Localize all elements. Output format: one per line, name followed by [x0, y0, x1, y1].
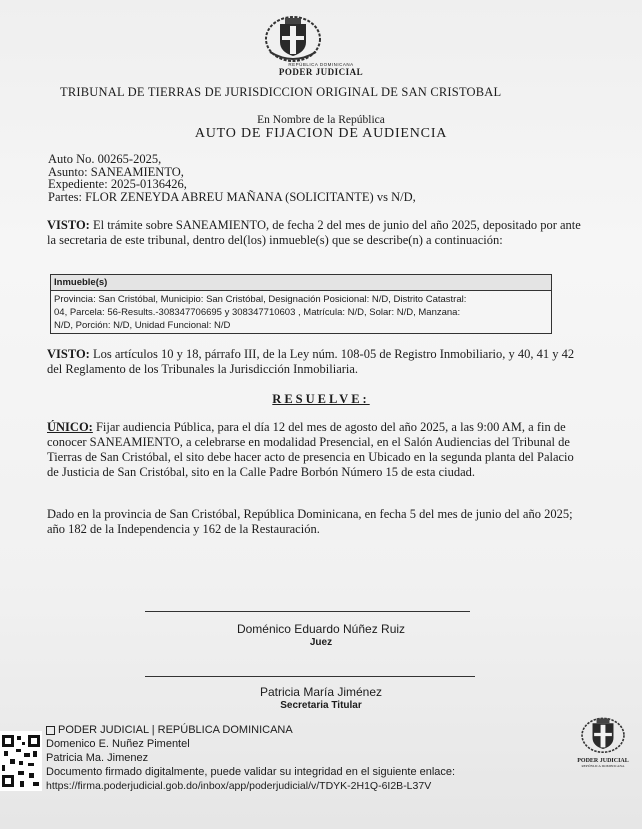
judge-name: Doménico Eduardo Núñez Ruiz [236, 622, 406, 636]
secretary-role: Secretaria Titular [280, 700, 362, 711]
qr-code-icon [0, 731, 42, 791]
inmueble-line: 04, Parcela: 56-Results.-308347706695 y 308347710603 , Matrícula: N/D, Solar: N/D, Manzana: [54, 307, 461, 318]
unico-text: Fijar audiencia Pública, para el día 12 del mes de agosto del año 2025, a las 9:00 AM, a fin de conocer SANEAMIENTO, a celebrarse en modalidad Presencial, en el Salón Audiencias del Tribunal de Tierras de San Cristóbal, el sito debe hacer acto de presencia en Ubicado en la segunda planta del Palacio de Justicia de San Cristóbal, sito en la Calle Padre Borbón Número 15 de esta ciudad. [47, 420, 574, 479]
secretary-name: Patricia María Jiménez [259, 685, 383, 699]
validation-link[interactable]: https://firma.poderjudicial.gob.do/inbox/app/poderjudicial/v/TDYK-2H1Q-6I2B-L37V [46, 780, 432, 792]
footer-institution [46, 723, 566, 737]
visto-paragraph-1 [47, 218, 582, 248]
institution-name: PODER JUDICIAL [278, 67, 364, 77]
inmueble-line: Provincia: San Cristóbal, Municipio: San Cristóbal, Designación Posicional: N/D, Distrito Catastral: [54, 294, 467, 305]
footer-brand-subtitle: REPÚBLICA DOMINICANA [581, 764, 625, 768]
visto-text: El trámite sobre SANEAMIENTO, de fecha 2 del mes de junio del año 2025, depositado por ante la secretaria de este tribunal, dentro del(los) inmueble(s) que se describe(n) a continuación: [47, 218, 581, 247]
case-metadata [48, 153, 416, 203]
partes: Partes: FLOR ZENEYDA ABREU MAÑANA (SOLICITANTE) vs N/D, [48, 189, 416, 204]
coat-of-arms-icon [262, 12, 324, 64]
court-name: TRIBUNAL DE TIERRAS DE JURISDICCION ORIGINAL DE SAN CRISTOBAL [60, 85, 502, 99]
footer-validation-note: Documento firmado digitalmente, puede validar su integridad en el siguiente enlace: [46, 766, 456, 778]
document-title: AUTO DE FIJACION DE AUDIENCIA [194, 126, 448, 141]
judge-role: Juez [309, 637, 333, 648]
footer-institution-text: PODER JUDICIAL | REPÚBLICA DOMINICANA [58, 724, 293, 736]
resuelve-text: RESUELVE: [272, 392, 370, 406]
inmueble-body [51, 291, 551, 334]
dado-paragraph: Dado en la provincia de San Cristóbal, República Dominicana, en fecha 5 del mes de junio del año 2025; año 182 de la Independencia y 162 de la Restauración. [47, 507, 573, 536]
inmueble-line: N/D, Porción: N/D, Unidad Funcional: N/D [54, 320, 231, 331]
inmueble-table [50, 274, 552, 334]
footer-signer-1: Domenico E. Nuñez Pimentel [46, 738, 190, 750]
signature-line [145, 611, 470, 612]
visto-text: Los artículos 10 y 18, párrafo III, de la Ley núm. 108-05 de Registro Inmobiliario, y 40, 41 y 42 del Reglamento de los Tribunales la Jurisdicción Inmobiliaria. [47, 347, 575, 376]
coat-of-arms-icon [578, 712, 628, 757]
unico-label: ÚNICO: [47, 420, 93, 434]
checkbox-icon [46, 726, 55, 735]
visto-label: VISTO: [47, 218, 90, 232]
visto-paragraph-2 [47, 347, 582, 377]
signature-line [145, 676, 475, 677]
nombre-line: En Nombre de la República [257, 114, 385, 126]
footer-brand-name: PODER JUDICIAL [577, 758, 629, 764]
asunto: Asunto: SANEAMIENTO, [48, 164, 184, 179]
footer-signer-2: Patricia Ma. Jimenez [46, 752, 149, 764]
unico-paragraph [47, 420, 582, 480]
resuelve-heading [0, 392, 642, 407]
visto-label: VISTO: [47, 347, 90, 361]
institution-brand [0, 62, 642, 77]
expediente: Expediente: 2025-0136426, [48, 177, 187, 191]
digital-signature-footer [46, 723, 566, 793]
institution-subtitle: REPÚBLICA DOMINICANA [288, 62, 354, 67]
inmueble-header: Inmueble(s) [51, 275, 551, 291]
auto-number: Auto No. 00265-2025, [48, 152, 162, 166]
footer-brand [566, 758, 640, 768]
